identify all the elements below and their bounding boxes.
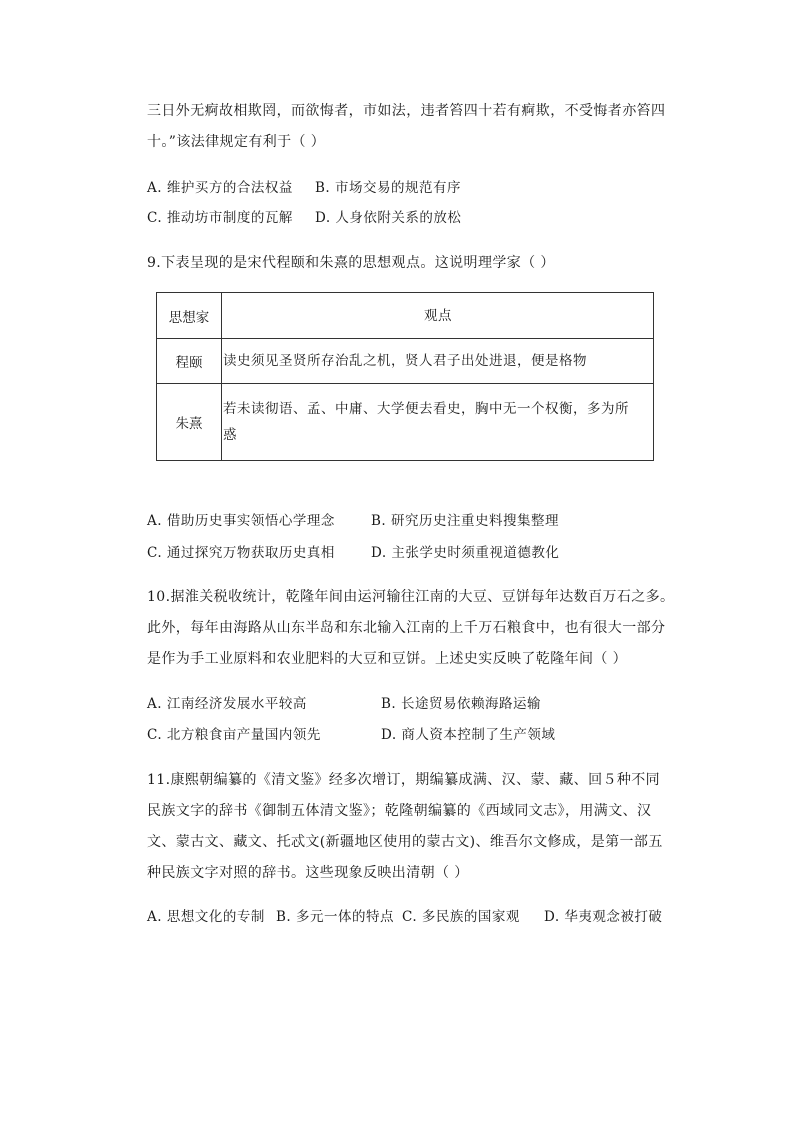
viewpoint-zhu-xi xyxy=(222,384,654,461)
header-viewpoint: 观点 xyxy=(222,293,654,339)
q9-option-d[interactable]: D. 主张学史时须重视道德教化 xyxy=(371,545,560,561)
viewpoint-zhu-xi-line-1: 若未读彻语、孟、中庸、大学便去看史，胸中无一个权衡，多为所 xyxy=(223,401,629,417)
q8-option-c[interactable]: C. 推动坊市制度的瓦解 xyxy=(147,210,293,226)
q9-stem: 9.下表呈现的是宋代程颐和朱熹的思想观点。这说明理学家（ ） xyxy=(147,255,555,271)
q9-option-b[interactable]: B. 研究历史注重史料搜集整理 xyxy=(371,513,560,529)
q8-option-d[interactable]: D. 人身依附关系的放松 xyxy=(315,210,462,226)
q8-option-a[interactable]: A. 维护买方的合法权益 xyxy=(147,180,293,196)
table-row xyxy=(157,339,654,384)
table-row xyxy=(157,384,654,461)
q10-option-a[interactable]: A. 江南经济发展水平较高 xyxy=(147,696,307,712)
table-header-row xyxy=(157,293,654,339)
q11-stem-line-2: 民族文字的辞书《御制五体清文鉴》；乾隆朝编纂的《西域同文志》，用满文、汉 xyxy=(147,803,652,819)
q10-option-b[interactable]: B. 长途贸易依赖海路运输 xyxy=(381,696,542,712)
viewpoint-zhu-xi-line-2: 惑 xyxy=(223,427,237,443)
q10-option-d[interactable]: D. 商人资本控制了生产领域 xyxy=(381,727,556,743)
q10-stem-line-2: 此外，每年由海路从山东半岛和东北输入江南的上千万石粮食中，也有很大一部分 xyxy=(147,620,666,636)
q8-stem-line-1: 三日外无痾故相欺罔，而欲悔者，市如法，违者笞四十若有痾欺，不受悔者亦笞四 xyxy=(147,103,666,119)
viewpoint-cheng-yi: 读史须见圣贤所存治乱之机，贤人君子出处进退，便是格物 xyxy=(222,339,654,384)
q11-stem-line-4: 种民族文字对照的辞书。这些现象反映出清朝（ ） xyxy=(147,865,469,881)
q11-stem-line-1: 11.康熙朝编纂的《清文鉴》经多次增订，期编纂成满、汉、蒙、藏、回５种不同 xyxy=(147,772,661,788)
q11-option-b[interactable]: B. 多元一体的特点 xyxy=(276,909,395,925)
q10-stem-line-3: 是作为手工业原料和农业肥料的大豆和豆饼。上述史实反映了乾隆年间（ ） xyxy=(147,651,628,667)
q11-option-d[interactable]: D. 华夷观念被打破 xyxy=(544,909,663,925)
q11-option-c[interactable]: C. 多民族的国家观 xyxy=(402,909,520,925)
q10-option-c[interactable]: C. 北方粮食亩产量国内领先 xyxy=(147,727,321,743)
q9-option-a[interactable]: A. 借助历史事实领悟心学理念 xyxy=(147,513,335,529)
q10-stem-line-1: 10.据淮关税收统计，乾隆年间由运河输往江南的大豆、豆饼每年达数百万石之多。 xyxy=(147,589,675,605)
thinker-zhu-xi: 朱熹 xyxy=(157,384,222,461)
q8-option-b[interactable]: B. 市场交易的规范有序 xyxy=(315,180,462,196)
thinker-cheng-yi: 程颐 xyxy=(157,339,222,384)
q11-stem-line-3: 文、蒙古文、藏文、托忒文(新疆地区使用的蒙古文)、维吾尔文修成，是第一部五 xyxy=(147,834,663,850)
header-thinker: 思想家 xyxy=(157,293,222,339)
q9-option-c[interactable]: C. 通过探究万物获取历史真相 xyxy=(147,545,335,561)
q11-option-a[interactable]: A. 思想文化的专制 xyxy=(147,909,265,925)
q8-stem-line-2: 十。”该法律规定有利于（ ） xyxy=(147,134,326,150)
q9-table xyxy=(156,292,654,461)
